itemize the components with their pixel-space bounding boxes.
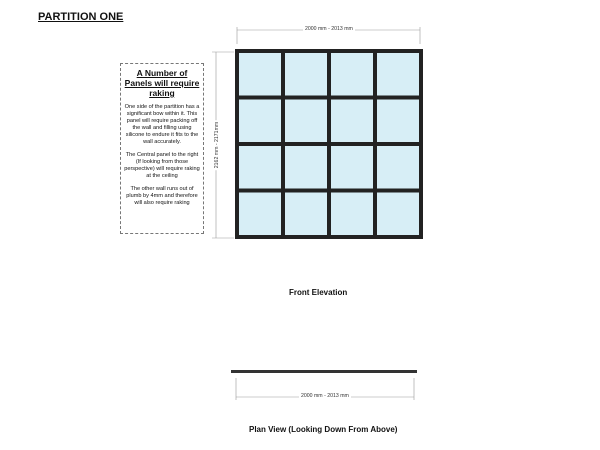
- note-paragraph-central-panel: The Central panel to the right (If looking from those perspective) will require raking at the ceiling: [124, 152, 200, 179]
- glass-panel: [331, 146, 373, 189]
- glass-panel: [377, 53, 419, 96]
- note-paragraph-plumb: The other wall runs out of plumb by 4mm and therefore will also require raking: [126, 186, 198, 206]
- partition-grid: [235, 49, 423, 239]
- note-heading: A Number of Panels will require raking: [124, 68, 200, 98]
- note-paragraph-bow: One side of the partition has a significant bow within it. This panel will require packing off the wall and filling using silicone to endure it fits to the wall accurately.: [124, 104, 200, 145]
- glass-panel: [377, 193, 419, 236]
- plan-view-caption: Plan View (Looking Down From Above): [249, 425, 398, 434]
- glass-panel: [285, 53, 327, 96]
- page-title: PARTITION ONE: [38, 11, 124, 23]
- glass-panel: [239, 53, 281, 96]
- glass-panel: [239, 146, 281, 189]
- glass-panel: [285, 146, 327, 189]
- glass-panel: [377, 146, 419, 189]
- glass-panel: [239, 193, 281, 236]
- glass-panel: [377, 100, 419, 143]
- height-dimension-label: 2162 mm - 2171mm: [214, 121, 221, 169]
- glass-panel: [331, 193, 373, 236]
- glass-panel: [285, 100, 327, 143]
- width-dimension-label: 2000 mm - 2013 mm: [305, 26, 353, 32]
- glass-panel: [331, 100, 373, 143]
- plan-dimension-label: 2000 mm - 2013 mm: [301, 393, 349, 399]
- plan-view-bar: [231, 370, 417, 373]
- glass-panel: [285, 193, 327, 236]
- glass-panel: [331, 53, 373, 96]
- front-elevation-caption: Front Elevation: [289, 288, 348, 297]
- glass-panel: [239, 100, 281, 143]
